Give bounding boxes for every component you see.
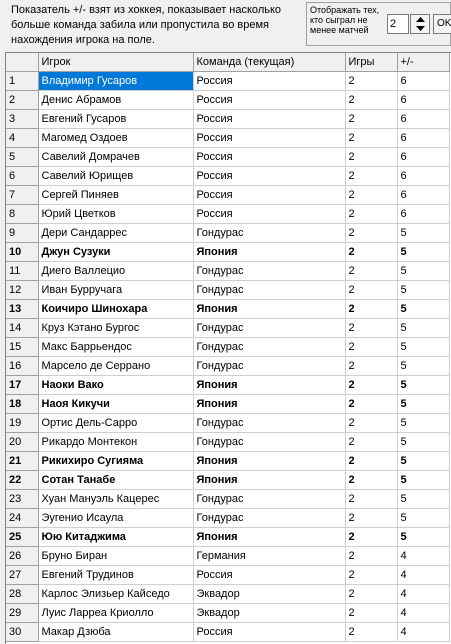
row-number-cell[interactable]: 6 <box>6 167 38 186</box>
team-cell[interactable]: Гондурас <box>193 319 345 338</box>
player-cell[interactable]: Макс Баррьендос <box>38 338 193 357</box>
team-cell[interactable]: Япония <box>193 395 345 414</box>
plus-minus-cell[interactable]: 5 <box>397 262 449 281</box>
team-cell[interactable]: Россия <box>193 110 345 129</box>
row-number-cell[interactable]: 3 <box>6 110 38 129</box>
player-cell[interactable]: Рикардо Монтекон <box>38 433 193 452</box>
team-cell[interactable]: Гондурас <box>193 281 345 300</box>
table-row[interactable] <box>6 414 449 433</box>
plus-minus-cell[interactable]: 4 <box>397 566 449 585</box>
player-cell[interactable]: Юю Китаджима <box>38 528 193 547</box>
plus-minus-cell[interactable]: 5 <box>397 414 449 433</box>
min-games-filter <box>306 2 451 46</box>
games-cell[interactable]: 2 <box>345 319 397 338</box>
player-cell[interactable]: Хуан Мануэль Кацерес <box>38 490 193 509</box>
table-row[interactable] <box>6 167 449 186</box>
spin-arrows-icon <box>413 16 428 32</box>
player-cell[interactable]: Магомед Оздоев <box>38 129 193 148</box>
games-cell[interactable]: 2 <box>345 376 397 395</box>
row-number-cell[interactable]: 8 <box>6 205 38 224</box>
team-cell[interactable]: Эквадор <box>193 585 345 604</box>
games-cell[interactable]: 2 <box>345 395 397 414</box>
spin-button[interactable] <box>410 14 430 34</box>
plus-minus-cell[interactable]: 6 <box>397 129 449 148</box>
team-cell[interactable]: Россия <box>193 167 345 186</box>
row-number-cell[interactable]: 7 <box>6 186 38 205</box>
table-row[interactable] <box>6 376 449 395</box>
row-number-cell[interactable]: 20 <box>6 433 38 452</box>
player-cell[interactable]: Эугенио Исаула <box>38 509 193 528</box>
row-number-cell[interactable]: 9 <box>6 224 38 243</box>
games-cell[interactable]: 2 <box>345 262 397 281</box>
min-games-input[interactable] <box>387 14 409 34</box>
team-cell[interactable]: Япония <box>193 528 345 547</box>
row-number-cell[interactable]: 26 <box>6 547 38 566</box>
games-cell[interactable]: 2 <box>345 300 397 319</box>
row-number-cell[interactable]: 2 <box>6 91 38 110</box>
team-cell[interactable]: Япония <box>193 471 345 490</box>
plus-minus-cell[interactable]: 4 <box>397 547 449 566</box>
stats-grid[interactable] <box>5 52 451 644</box>
stats-table <box>6 53 450 642</box>
team-cell[interactable]: Россия <box>193 148 345 167</box>
team-cell[interactable]: Гондурас <box>193 490 345 509</box>
games-cell[interactable]: 2 <box>345 566 397 585</box>
plus-minus-cell[interactable]: 6 <box>397 148 449 167</box>
plus-minus-cell[interactable]: 6 <box>397 186 449 205</box>
player-cell[interactable]: Наоки Вако <box>38 376 193 395</box>
table-row[interactable] <box>6 129 449 148</box>
plus-minus-cell[interactable]: 5 <box>397 452 449 471</box>
team-cell[interactable]: Россия <box>193 566 345 585</box>
row-number-cell[interactable]: 22 <box>6 471 38 490</box>
games-cell[interactable]: 2 <box>345 281 397 300</box>
table-row[interactable] <box>6 433 449 452</box>
team-cell[interactable]: Германия <box>193 547 345 566</box>
team-cell[interactable]: Россия <box>193 91 345 110</box>
plus-minus-cell[interactable]: 6 <box>397 110 449 129</box>
games-cell[interactable]: 2 <box>345 167 397 186</box>
filter-label: Отображать тех, кто сыграл не менее матчей <box>310 5 380 35</box>
team-cell[interactable]: Гондурас <box>193 224 345 243</box>
table-row[interactable] <box>6 471 449 490</box>
player-cell[interactable]: Иван Бурручага <box>38 281 193 300</box>
table-row[interactable] <box>6 186 449 205</box>
games-cell[interactable]: 2 <box>345 129 397 148</box>
plus-minus-cell[interactable]: 6 <box>397 205 449 224</box>
team-cell[interactable]: Гондурас <box>193 262 345 281</box>
team-cell[interactable]: Россия <box>193 205 345 224</box>
table-row[interactable] <box>6 91 449 110</box>
plus-minus-cell[interactable]: 4 <box>397 604 449 623</box>
table-row[interactable] <box>6 395 449 414</box>
plus-minus-cell[interactable]: 6 <box>397 167 449 186</box>
player-cell[interactable]: Евгений Трудинов <box>38 566 193 585</box>
plus-minus-cell[interactable]: 5 <box>397 357 449 376</box>
games-cell[interactable]: 2 <box>345 148 397 167</box>
player-cell[interactable]: Бруно Биран <box>38 547 193 566</box>
row-number-cell[interactable]: 25 <box>6 528 38 547</box>
table-row[interactable] <box>6 300 449 319</box>
row-number-cell[interactable]: 15 <box>6 338 38 357</box>
team-cell[interactable]: Гондурас <box>193 509 345 528</box>
header-plus-minus[interactable]: +/- <box>397 53 449 72</box>
team-cell[interactable]: Россия <box>193 72 345 91</box>
row-number-cell[interactable]: 11 <box>6 262 38 281</box>
team-cell[interactable]: Гондурас <box>193 414 345 433</box>
games-cell[interactable]: 2 <box>345 585 397 604</box>
player-cell[interactable]: Денис Абрамов <box>38 91 193 110</box>
table-row[interactable] <box>6 585 449 604</box>
plus-minus-cell[interactable]: 5 <box>397 490 449 509</box>
plus-minus-cell[interactable]: 5 <box>397 433 449 452</box>
row-number-cell[interactable]: 30 <box>6 623 38 642</box>
table-row[interactable] <box>6 604 449 623</box>
table-row[interactable] <box>6 148 449 167</box>
games-cell[interactable]: 2 <box>345 490 397 509</box>
player-cell[interactable]: Юрий Цветков <box>38 205 193 224</box>
plus-minus-cell[interactable]: 6 <box>397 72 449 91</box>
player-cell[interactable]: Наоя Кикучи <box>38 395 193 414</box>
table-row[interactable] <box>6 357 449 376</box>
header-row <box>6 53 449 72</box>
plus-minus-cell[interactable]: 5 <box>397 224 449 243</box>
row-number-cell[interactable]: 24 <box>6 509 38 528</box>
row-number-cell[interactable]: 28 <box>6 585 38 604</box>
games-cell[interactable]: 2 <box>345 243 397 262</box>
player-cell[interactable]: Сергей Пиняев <box>38 186 193 205</box>
games-cell[interactable]: 2 <box>345 623 397 642</box>
table-row[interactable] <box>6 490 449 509</box>
table-row[interactable] <box>6 319 449 338</box>
description-text: Показатель +/- взят из хоккея, показывает насколько больше команда забила или пропустила во время нахождения игрока на поле. <box>11 4 282 46</box>
team-cell[interactable]: Эквадор <box>193 604 345 623</box>
plus-minus-cell[interactable]: 5 <box>397 281 449 300</box>
games-cell[interactable]: 2 <box>345 471 397 490</box>
table-row[interactable] <box>6 566 449 585</box>
player-cell[interactable]: Савелий Домрачев <box>38 148 193 167</box>
row-number-cell[interactable]: 14 <box>6 319 38 338</box>
games-cell[interactable]: 2 <box>345 110 397 129</box>
player-cell[interactable]: Савелий Юрищев <box>38 167 193 186</box>
player-cell[interactable]: Луис Ларреа Криолло <box>38 604 193 623</box>
plus-minus-cell[interactable]: 4 <box>397 585 449 604</box>
games-cell[interactable]: 2 <box>345 338 397 357</box>
plus-minus-cell[interactable]: 5 <box>397 509 449 528</box>
ok-button[interactable]: OK <box>433 14 451 34</box>
player-cell[interactable]: Владимир Гусаров <box>38 72 193 91</box>
plus-minus-cell[interactable]: 5 <box>397 319 449 338</box>
player-cell[interactable]: Сотан Танабе <box>38 471 193 490</box>
team-cell[interactable]: Япония <box>193 452 345 471</box>
row-number-cell[interactable]: 13 <box>6 300 38 319</box>
team-cell[interactable]: Россия <box>193 623 345 642</box>
player-cell[interactable]: Коичиро Шинохара <box>38 300 193 319</box>
games-cell[interactable]: 2 <box>345 186 397 205</box>
table-row[interactable] <box>6 110 449 129</box>
games-cell[interactable]: 2 <box>345 205 397 224</box>
row-number-cell[interactable]: 29 <box>6 604 38 623</box>
player-cell[interactable]: Круз Кэтано Бургос <box>38 319 193 338</box>
plus-minus-cell[interactable]: 5 <box>397 243 449 262</box>
row-number-cell[interactable]: 5 <box>6 148 38 167</box>
team-cell[interactable]: Гондурас <box>193 433 345 452</box>
header-team[interactable]: Команда (текущая) <box>193 53 345 72</box>
games-cell[interactable]: 2 <box>345 72 397 91</box>
row-number-cell[interactable]: 18 <box>6 395 38 414</box>
player-cell[interactable]: Марсело де Серрано <box>38 357 193 376</box>
player-cell[interactable]: Карлос Элизьер Кайседо <box>38 585 193 604</box>
row-number-cell[interactable]: 21 <box>6 452 38 471</box>
row-number-cell[interactable]: 19 <box>6 414 38 433</box>
header-corner <box>6 53 38 72</box>
plus-minus-cell[interactable]: 5 <box>397 338 449 357</box>
row-number-cell[interactable]: 12 <box>6 281 38 300</box>
row-number-cell[interactable]: 27 <box>6 566 38 585</box>
table-row[interactable] <box>6 243 449 262</box>
table-row[interactable] <box>6 262 449 281</box>
plus-minus-cell[interactable]: 6 <box>397 91 449 110</box>
plus-minus-cell[interactable]: 5 <box>397 376 449 395</box>
row-number-cell[interactable]: 1 <box>6 72 38 91</box>
table-row[interactable] <box>6 338 449 357</box>
team-cell[interactable]: Япония <box>193 376 345 395</box>
player-cell[interactable]: Джун Сузуки <box>38 243 193 262</box>
games-cell[interactable]: 2 <box>345 91 397 110</box>
header-player[interactable]: Игрок <box>38 53 193 72</box>
team-cell[interactable]: Россия <box>193 129 345 148</box>
player-cell[interactable]: Евгений Гусаров <box>38 110 193 129</box>
row-number-cell[interactable]: 17 <box>6 376 38 395</box>
team-cell[interactable]: Япония <box>193 300 345 319</box>
row-number-cell[interactable]: 23 <box>6 490 38 509</box>
table-row[interactable] <box>6 224 449 243</box>
row-number-cell[interactable]: 4 <box>6 129 38 148</box>
plus-minus-cell[interactable]: 5 <box>397 395 449 414</box>
games-cell[interactable]: 2 <box>345 604 397 623</box>
player-cell[interactable]: Ортис Дель-Сарро <box>38 414 193 433</box>
player-cell[interactable]: Диего Валлецио <box>38 262 193 281</box>
player-cell[interactable]: Макар Дзюба <box>38 623 193 642</box>
games-cell[interactable]: 2 <box>345 509 397 528</box>
team-cell[interactable]: Япония <box>193 243 345 262</box>
games-cell[interactable]: 2 <box>345 452 397 471</box>
table-row[interactable] <box>6 623 449 642</box>
team-cell[interactable]: Гондурас <box>193 338 345 357</box>
games-cell[interactable]: 2 <box>345 414 397 433</box>
games-cell[interactable]: 2 <box>345 433 397 452</box>
table-row[interactable] <box>6 281 449 300</box>
games-cell[interactable]: 2 <box>345 357 397 376</box>
table-row[interactable] <box>6 452 449 471</box>
team-cell[interactable]: Россия <box>193 186 345 205</box>
plus-minus-cell[interactable]: 5 <box>397 528 449 547</box>
team-cell[interactable]: Гондурас <box>193 357 345 376</box>
player-cell[interactable]: Дери Сандаррес <box>38 224 193 243</box>
row-number-cell[interactable]: 16 <box>6 357 38 376</box>
plus-minus-cell[interactable]: 4 <box>397 623 449 642</box>
table-row[interactable] <box>6 72 449 91</box>
header-games[interactable]: Игры <box>345 53 397 72</box>
row-number-cell[interactable]: 10 <box>6 243 38 262</box>
table-row[interactable] <box>6 205 449 224</box>
games-cell[interactable]: 2 <box>345 547 397 566</box>
table-row[interactable] <box>6 528 449 547</box>
plus-minus-cell[interactable]: 5 <box>397 471 449 490</box>
table-row[interactable] <box>6 547 449 566</box>
games-cell[interactable]: 2 <box>345 528 397 547</box>
player-cell[interactable]: Рикихиро Сугияма <box>38 452 193 471</box>
plus-minus-cell[interactable]: 5 <box>397 300 449 319</box>
games-cell[interactable]: 2 <box>345 224 397 243</box>
table-row[interactable] <box>6 509 449 528</box>
